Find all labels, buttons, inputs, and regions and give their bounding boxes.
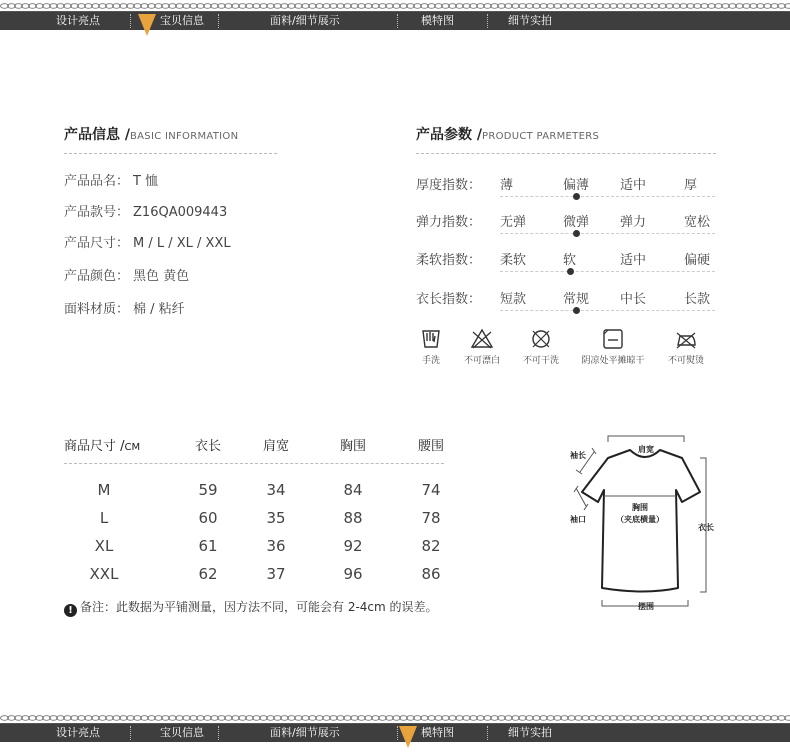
basic-info-label: 产品款号：	[64, 205, 130, 220]
param-label: 柔软指数：	[416, 253, 482, 268]
size-note	[64, 598, 438, 617]
no-bleach-icon	[458, 327, 506, 351]
param-track	[500, 310, 715, 311]
chest-sub-label: （夹底横量）	[616, 515, 664, 524]
size-value: 62	[198, 565, 218, 583]
size-table-title	[64, 435, 140, 454]
divider	[64, 153, 277, 154]
care-item	[574, 327, 652, 366]
size-value: 92	[343, 537, 363, 555]
care-label: 不可干洗	[522, 356, 559, 366]
nav-item-3[interactable]: 面料/细节展示	[270, 14, 340, 27]
nav-item-2[interactable]: 宝贝信息	[160, 726, 204, 739]
size-value: 88	[343, 509, 363, 527]
param-track	[500, 233, 715, 234]
size-column-header: 衣长	[194, 439, 221, 454]
basic-info-heading: 产品信息 /	[64, 127, 130, 143]
basic-info-label: 产品颜色：	[64, 269, 130, 284]
nav-item-3[interactable]: 面料/细节展示	[270, 726, 340, 739]
param-label: 厚度指数：	[416, 178, 482, 193]
size-value: 96	[343, 565, 363, 583]
chain-border	[0, 712, 790, 724]
nav-item-4[interactable]: 模特图	[421, 726, 454, 739]
care-item	[458, 327, 506, 366]
nav-bar	[0, 724, 790, 742]
hand-wash-icon	[416, 327, 446, 351]
basic-info-value: 黑色 黄色	[133, 269, 190, 284]
chain-border	[0, 0, 790, 12]
nav-bar	[0, 12, 790, 30]
size-name: L	[99, 509, 109, 527]
nav-item-5[interactable]: 细节实拍	[508, 14, 552, 27]
chest-label: 胸围	[632, 503, 648, 512]
basic-info-label: 面料材质：	[64, 302, 130, 317]
size-name: XL	[94, 537, 114, 555]
param-option: 弹力	[620, 215, 647, 230]
param-option: 无弹	[500, 215, 527, 230]
basic-info-value: 棉 / 粘纤	[133, 302, 185, 317]
param-option: 偏薄	[563, 178, 590, 193]
basic-info-row	[64, 170, 158, 189]
nav-separator	[397, 726, 398, 740]
basic-info-row	[64, 265, 189, 284]
cuff-label: 袖口	[570, 515, 586, 524]
nav-separator	[130, 14, 131, 28]
care-item	[662, 327, 710, 366]
basic-info-row	[64, 298, 185, 317]
param-option: 薄	[500, 178, 514, 193]
nav-separator	[130, 726, 131, 740]
nav-active-marker	[138, 14, 156, 36]
sleeve-label: 袖长	[570, 451, 586, 460]
basic-info-label: 产品尺寸：	[64, 236, 130, 251]
basic-info-value: T 恤	[133, 174, 159, 189]
nav-item-1[interactable]: 设计亮点	[56, 726, 100, 739]
hem-label: 摆围	[638, 602, 654, 611]
param-option: 适中	[620, 253, 647, 268]
no-tumble-dry-icon	[516, 327, 566, 351]
param-option: 常规	[563, 292, 590, 307]
param-option: 适中	[620, 178, 647, 193]
shoulder-label: 肩宽	[638, 445, 654, 454]
param-option: 柔软	[500, 253, 527, 268]
size-value: 78	[421, 509, 441, 527]
size-value: 82	[421, 537, 441, 555]
basic-info-value: Z16QA009443	[133, 205, 228, 220]
nav-item-2[interactable]: 宝贝信息	[160, 14, 204, 27]
nav-separator	[218, 14, 219, 28]
param-track	[500, 196, 715, 197]
param-indicator-dot	[573, 307, 580, 314]
nav-separator	[397, 14, 398, 28]
warning-icon: !	[64, 604, 77, 617]
nav-item-4[interactable]: 模特图	[421, 14, 454, 27]
param-indicator-dot	[573, 230, 580, 237]
param-label: 弹力指数：	[416, 215, 482, 230]
param-label: 衣长指数：	[416, 292, 482, 307]
basic-info-label: 产品品名：	[64, 174, 130, 189]
shoulder-measure-line	[608, 436, 684, 442]
size-value: 60	[198, 509, 218, 527]
care-label: 不可漂白	[463, 356, 500, 366]
size-column-header: 肩宽	[262, 439, 289, 454]
size-value: 86	[421, 565, 441, 583]
params-heading: 产品参数 /	[416, 127, 482, 143]
nav-item-1[interactable]: 设计亮点	[56, 14, 100, 27]
bottom-nav	[0, 712, 790, 742]
basic-info-row	[64, 201, 227, 220]
size-name: XXL	[89, 565, 119, 583]
param-option: 偏硬	[684, 253, 711, 268]
top-nav	[0, 0, 790, 30]
param-indicator-dot	[573, 193, 580, 200]
care-label: 手洗	[421, 356, 440, 366]
nav-separator	[218, 726, 219, 740]
nav-separator	[487, 726, 488, 740]
basic-info-title	[64, 124, 238, 144]
param-option: 微弹	[563, 215, 590, 230]
param-indicator-dot	[567, 268, 574, 275]
size-value: 84	[343, 481, 363, 499]
nav-separator	[487, 14, 488, 28]
size-column-header: 胸围	[339, 439, 366, 454]
size-value: 37	[266, 565, 286, 583]
basic-info-value: M / L / XL / XXL	[133, 236, 231, 251]
tshirt-measure-diagram	[560, 430, 730, 620]
size-column-header: 腰围	[417, 439, 444, 454]
basic-info-row	[64, 232, 231, 251]
param-option: 长款	[684, 292, 711, 307]
size-unit: CM	[124, 442, 141, 453]
size-value: 34	[266, 481, 286, 499]
care-label: 阴凉处平摊晾干	[581, 356, 645, 366]
size-value: 61	[198, 537, 218, 555]
divider	[64, 463, 444, 464]
size-value: 35	[266, 509, 286, 527]
param-option: 中长	[620, 292, 647, 307]
basic-info-subtitle: BASIC INFORMATION	[130, 131, 239, 142]
param-option: 厚	[684, 178, 698, 193]
care-label: 不可熨烫	[667, 356, 704, 366]
nav-item-5[interactable]: 细节实拍	[508, 726, 552, 739]
size-value: 59	[198, 481, 218, 499]
param-option: 软	[563, 253, 577, 268]
care-item	[416, 327, 446, 366]
params-subtitle: PRODUCT PARMETERS	[482, 131, 600, 142]
param-track	[500, 271, 715, 272]
size-note-text: 备注：此数据为平铺测量，因方法不同，可能会有 2-4cm 的误差。	[80, 600, 438, 614]
length-label: 衣长	[698, 523, 714, 532]
size-table-heading: 商品尺寸 /	[64, 439, 125, 454]
divider	[416, 153, 716, 154]
care-item	[516, 327, 566, 366]
no-iron-icon	[662, 327, 710, 351]
size-value: 74	[421, 481, 441, 499]
size-name: M	[97, 481, 111, 499]
param-option: 宽松	[684, 215, 711, 230]
params-title	[416, 124, 599, 144]
param-option: 短款	[500, 292, 527, 307]
dry-flat-shade-icon	[574, 327, 652, 351]
nav-active-marker	[399, 726, 417, 748]
size-value: 36	[266, 537, 286, 555]
